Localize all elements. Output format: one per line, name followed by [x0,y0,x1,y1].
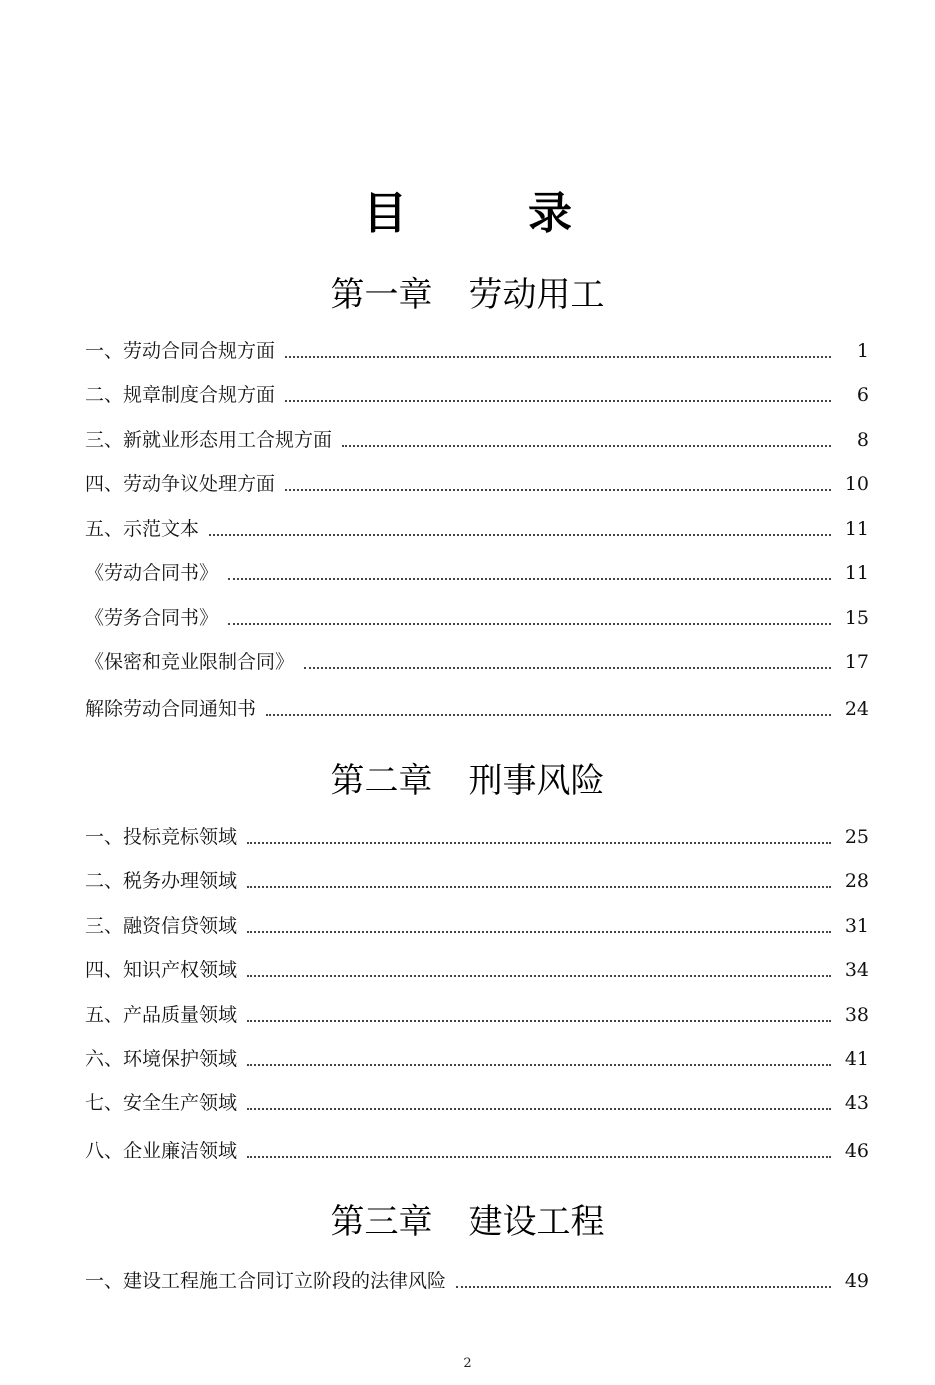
toc-entry-page: 34 [844,959,869,981]
toc-entry[interactable] [85,425,869,455]
toc-entry-page: 11 [844,562,869,584]
toc-entry[interactable] [85,380,869,410]
dot-leader [247,1064,831,1066]
toc-entry-label: 一、投标竞标领域 [85,826,238,848]
toc-entry[interactable] [85,955,869,985]
dot-leader [228,578,831,580]
chapter-heading-3 [0,1199,935,1245]
toc-entry-page: 10 [844,473,869,495]
toc-entry-page: 49 [844,1270,869,1292]
dot-leader [342,445,831,447]
dot-leader [304,667,831,669]
toc-entry-label: 二、税务办理领域 [85,870,238,892]
toc-entry-label: 六、环境保护领域 [85,1048,238,1070]
toc-entry-label: 五、产品质量领域 [85,1004,238,1026]
toc-entry-label: 三、新就业形态用工合规方面 [85,429,333,451]
dot-leader [247,842,831,844]
toc-entry[interactable] [85,603,869,633]
toc-entry[interactable] [85,514,869,544]
toc-entry[interactable] [85,1088,869,1118]
toc-entry-page: 6 [856,384,869,406]
toc-entry-label: 一、劳动合同合规方面 [85,340,276,362]
toc-entry-label: 四、知识产权领域 [85,959,238,981]
dot-leader [456,1286,831,1288]
toc-entry-label: 五、示范文本 [85,518,200,540]
toc-entry-page: 41 [844,1048,869,1070]
toc-entry[interactable] [85,1136,869,1166]
chapter-name: 劳动用工 [468,275,605,315]
dot-leader [247,886,831,888]
toc-entry[interactable] [85,1000,869,1030]
toc-entry-page: 31 [844,915,869,937]
dot-leader [285,356,831,358]
toc-entry[interactable] [85,694,869,724]
toc-entry-page: 43 [844,1092,869,1114]
chapter-heading-2 [0,758,935,804]
page-number: 2 [463,1356,472,1371]
chapter-name: 建设工程 [468,1202,605,1242]
toc-entry-page: 15 [844,607,869,629]
chapter-heading-1 [0,272,935,318]
dot-leader [228,623,831,625]
toc-entry[interactable] [85,1266,869,1296]
chapter-number: 第二章 [330,761,433,801]
toc-entry-label: 二、规章制度合规方面 [85,384,276,406]
toc-entry-label: 四、劳动争议处理方面 [85,473,276,495]
toc-entry-label: 《保密和竞业限制合同》 [85,651,295,673]
toc-title: 目 录 [363,188,625,239]
dot-leader [247,1156,831,1158]
toc-entry[interactable] [85,469,869,499]
dot-leader [285,400,831,402]
toc-entry[interactable] [85,647,869,677]
toc-entry-page: 38 [844,1004,869,1026]
toc-entry-page: 1 [856,340,869,362]
dot-leader [285,489,831,491]
toc-entry-label: 七、安全生产领域 [85,1092,238,1114]
toc-entry-page: 46 [844,1140,869,1162]
toc-entry[interactable] [85,336,869,366]
chapter-number: 第三章 [330,1202,433,1242]
dot-leader [247,1108,831,1110]
toc-entry-page: 28 [844,870,869,892]
chapter-name: 刑事风险 [468,761,605,801]
toc-entry-label: 《劳动合同书》 [85,562,219,584]
dot-leader [247,975,831,977]
toc-entry-page: 17 [844,651,869,673]
dot-leader [247,1020,831,1022]
toc-entry[interactable] [85,822,869,852]
dot-leader [266,714,831,716]
toc-entry-label: 一、建设工程施工合同订立阶段的法律风险 [85,1270,447,1292]
toc-entry-page: 11 [844,518,869,540]
chapter-number: 第一章 [330,275,433,315]
toc-entry-page: 8 [856,429,869,451]
toc-entry[interactable] [85,911,869,941]
toc-entry[interactable] [85,1044,869,1074]
toc-entry[interactable] [85,558,869,588]
toc-entry[interactable] [85,866,869,896]
toc-entry-label: 解除劳动合同通知书 [85,698,257,720]
toc-entry-page: 25 [844,826,869,848]
toc-entry-page: 24 [844,698,869,720]
dot-leader [209,534,831,536]
dot-leader [247,931,831,933]
toc-entry-label: 三、融资信贷领域 [85,915,238,937]
toc-entry-label: 《劳务合同书》 [85,607,219,629]
toc-entry-label: 八、企业廉洁领域 [85,1140,238,1162]
